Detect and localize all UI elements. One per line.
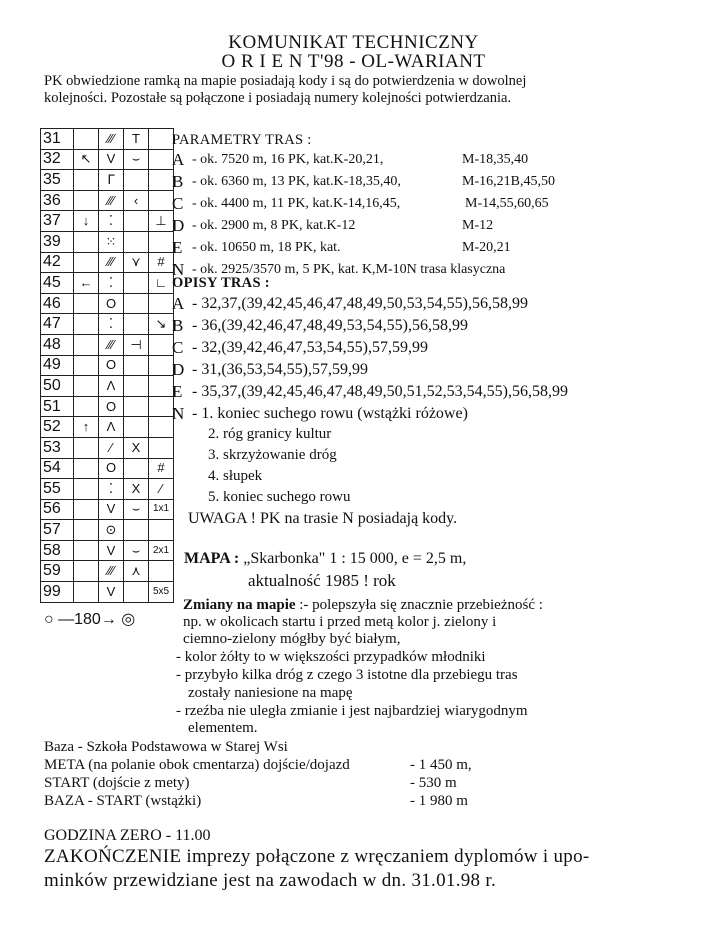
control-number: 32 [41, 149, 74, 170]
control-symbol [74, 190, 99, 211]
control-number: 55 [41, 479, 74, 500]
control-symbol: ⁄⁄⁄ [99, 334, 124, 355]
param-category: M-12 [462, 218, 494, 233]
control-symbol [124, 231, 149, 252]
control-number: 46 [41, 293, 74, 314]
control-description-table [40, 128, 174, 603]
control-number: 35 [41, 170, 74, 191]
zero-hour: GODZINA ZERO - 11.00 [44, 827, 211, 844]
control-symbol: ⁚ [99, 479, 124, 500]
route-n-item: 5. koniec suchego rowu [208, 489, 351, 505]
route-description: - 31,(36,53,54,55),57,59,99 [192, 361, 368, 378]
control-number: 50 [41, 376, 74, 397]
control-symbol [74, 231, 99, 252]
control-symbol [124, 396, 149, 417]
route-n-item: 4. słupek [208, 468, 263, 484]
control-symbol [149, 520, 174, 541]
control-symbol: ⌣ [124, 499, 149, 520]
control-symbol: 5x5 [149, 582, 174, 603]
param-letter: N [172, 260, 185, 279]
distance-value: - 1 450 m, [410, 757, 472, 773]
control-number: 57 [41, 520, 74, 541]
distance-value: - 530 m [410, 775, 457, 791]
control-symbol: ⌣ [124, 149, 149, 170]
control-symbol [124, 293, 149, 314]
control-number: 31 [41, 129, 74, 150]
param-text: - ok. 10650 m, 18 PK, kat. [192, 240, 341, 255]
map-actuality: aktualność 1985 ! rok [248, 571, 396, 590]
control-symbol [124, 355, 149, 376]
control-number: 47 [41, 314, 74, 335]
param-letter: A [172, 150, 185, 169]
control-symbol: ⋎ [124, 252, 149, 273]
control-number: 56 [41, 499, 74, 520]
document-title: KOMUNIKAT TECHNICZNY [228, 32, 479, 53]
table-row [41, 273, 174, 294]
table-row [41, 582, 174, 603]
control-symbol [74, 520, 99, 541]
table-row [41, 129, 174, 150]
table-row [41, 376, 174, 397]
control-symbol [124, 211, 149, 232]
table-row [41, 252, 174, 273]
param-text: - ok. 7520 m, 16 PK, kat.K-20,21, [192, 152, 384, 167]
route-letter: C [172, 338, 184, 357]
control-symbol: O [99, 355, 124, 376]
control-symbol: ᒥ [99, 170, 124, 191]
table-row [41, 417, 174, 438]
control-symbol: ⁄⁄⁄ [99, 252, 124, 273]
control-symbol: ⁚ [99, 211, 124, 232]
param-text: - ok. 6360 m, 13 PK, kat.K-18,35,40, [192, 174, 401, 189]
control-symbol [149, 129, 174, 150]
closing-line-1: ZAKOŃCZENIE imprezy połączone z wręczaniem dyplomów i upo- [44, 846, 590, 867]
control-symbol [149, 417, 174, 438]
param-category: M-14,55,60,65 [465, 196, 549, 211]
control-number: 51 [41, 396, 74, 417]
control-symbol [124, 520, 149, 541]
control-number: 42 [41, 252, 74, 273]
control-number: 39 [41, 231, 74, 252]
control-number: 99 [41, 582, 74, 603]
control-symbol [124, 458, 149, 479]
map-label: MAPA : [184, 550, 240, 567]
control-symbol [149, 190, 174, 211]
base-info: Baza - Szkoła Podstawowa w Starej Wsi [44, 739, 288, 755]
control-symbol: ∟ [149, 273, 174, 294]
control-symbol: ↓ [74, 211, 99, 232]
control-symbol: ← [74, 273, 99, 294]
route-n-item: 2. róg granicy kultur [208, 426, 332, 442]
control-number: 59 [41, 561, 74, 582]
control-symbol: T [124, 129, 149, 150]
route-description: - 32,37,(39,42,45,46,47,48,49,50,53,54,55),56,58,99 [192, 295, 528, 312]
table-row [41, 231, 174, 252]
map-changes [183, 597, 543, 614]
control-symbol [124, 417, 149, 438]
control-symbol: ⁄⁄⁄ [99, 129, 124, 150]
route-n-warning: UWAGA ! PK na trasie N posiadają kody. [188, 510, 458, 527]
control-symbol [74, 499, 99, 520]
control-number: 36 [41, 190, 74, 211]
control-symbol [74, 293, 99, 314]
control-symbol: V [99, 540, 124, 561]
route-n-item: 3. skrzyżowanie dróg [208, 447, 337, 463]
control-symbol: Λ [99, 376, 124, 397]
param-letter: B [172, 172, 184, 191]
control-symbol [74, 582, 99, 603]
route-letter: N [172, 404, 185, 423]
control-number: 45 [41, 273, 74, 294]
table-row [41, 520, 174, 541]
param-letter: C [172, 194, 184, 213]
control-symbol: Λ [99, 417, 124, 438]
map-changes-text: :- polepszyła się znacznie przebieżność : [299, 597, 543, 613]
control-symbol [74, 458, 99, 479]
control-symbol: # [149, 458, 174, 479]
control-symbol: ⁄⁄⁄ [99, 561, 124, 582]
control-symbol [124, 376, 149, 397]
control-symbol: V [99, 149, 124, 170]
control-symbol [74, 129, 99, 150]
control-symbol: ↑ [74, 417, 99, 438]
param-category: M-18,35,40 [462, 152, 529, 167]
table-row [41, 314, 174, 335]
control-symbol: X [124, 479, 149, 500]
finish-legend: ○ —180→ ◎ [44, 611, 136, 628]
control-symbol [149, 376, 174, 397]
distance-label: START (dojście z mety) [44, 775, 190, 791]
control-symbol [124, 314, 149, 335]
table-row [41, 561, 174, 582]
table-row [41, 437, 174, 458]
map-change-line-7: elementem. [188, 720, 258, 736]
map-text: „Skarbonka" 1 : 15 000, e = 2,5 m, [243, 550, 467, 567]
control-number: 53 [41, 437, 74, 458]
control-symbol: ⁄ [149, 479, 174, 500]
control-number: 58 [41, 540, 74, 561]
control-number: 37 [41, 211, 74, 232]
table-row [41, 396, 174, 417]
control-symbol [124, 170, 149, 191]
map-change-line-5: zostały naniesione na mapę [188, 685, 353, 701]
control-symbol [124, 273, 149, 294]
control-symbol [149, 334, 174, 355]
param-category: M-16,21B,45,50 [462, 174, 555, 189]
map-changes-label: Zmiany na mapie [183, 597, 296, 613]
control-symbol: ⋏ [124, 561, 149, 582]
control-symbol: # [149, 252, 174, 273]
control-symbol: ↘ [149, 314, 174, 335]
control-symbol: V [99, 582, 124, 603]
table-row [41, 170, 174, 191]
param-category: M-20,21 [462, 240, 511, 255]
control-symbol [74, 314, 99, 335]
control-symbol [149, 293, 174, 314]
control-symbol: O [99, 396, 124, 417]
control-symbol: ⁚ [99, 314, 124, 335]
table-row [41, 479, 174, 500]
distance-label: META (na polanie obok cmentarza) dojście/dojazd [44, 757, 350, 773]
control-symbol: ⊙ [99, 520, 124, 541]
table-row [41, 355, 174, 376]
param-text: - ok. 4400 m, 11 PK, kat.K-14,16,45, [192, 196, 401, 211]
control-symbol [74, 479, 99, 500]
control-symbol: ⁄ [99, 437, 124, 458]
table-row [41, 190, 174, 211]
param-letter: D [172, 216, 185, 235]
control-symbol [149, 231, 174, 252]
control-number: 54 [41, 458, 74, 479]
route-letter: E [172, 382, 183, 401]
control-number: 48 [41, 334, 74, 355]
control-symbol [74, 334, 99, 355]
map-change-line-1: np. w okolicach startu i przed metą kolor j. zielony i [183, 614, 497, 630]
params-heading: PARAMETRY TRAS : [172, 132, 312, 148]
control-symbol: O [99, 293, 124, 314]
map-info [184, 550, 466, 568]
control-symbol: V [99, 499, 124, 520]
control-number: 49 [41, 355, 74, 376]
control-symbol [149, 561, 174, 582]
control-symbol: ↖ [74, 149, 99, 170]
control-symbol: ‹ [124, 190, 149, 211]
closing-line-2: minków przewidziane jest na zawodach w dn. 31.01.98 r. [44, 870, 497, 891]
intro-line-2: kolejności. Pozostałe są połączone i posiadają numery kolejności potwierdzania. [44, 90, 512, 106]
route-description: - 36,(39,42,46,47,48,49,53,54,55),56,58,99 [192, 317, 468, 334]
control-symbol [74, 437, 99, 458]
control-symbol [74, 170, 99, 191]
control-symbol [74, 252, 99, 273]
table-row [41, 499, 174, 520]
control-symbol [74, 561, 99, 582]
descriptions-heading: OPISY TRAS : [172, 275, 270, 291]
route-letter: B [172, 316, 184, 335]
table-row [41, 540, 174, 561]
intro-line-1: PK obwiedzione ramką na mapie posiadają kody i są do potwierdzenia w dowolnej [44, 73, 527, 89]
control-number: 52 [41, 417, 74, 438]
param-text: - ok. 2925/3570 m, 5 PK, kat. K,M-10N trasa klasyczna [192, 262, 506, 277]
document-subtitle: O R I E N T'98 - OL-WARIANT [221, 51, 486, 72]
distance-label: BAZA - START (wstążki) [44, 793, 202, 809]
control-symbol: ⌣ [124, 540, 149, 561]
control-symbol [74, 376, 99, 397]
table-row [41, 211, 174, 232]
control-symbol [124, 582, 149, 603]
map-change-line-3: - kolor żółty to w większości przypadków młodniki [176, 649, 486, 665]
control-symbol [149, 170, 174, 191]
control-symbol: ⁄⁄⁄ [99, 190, 124, 211]
param-text: - ok. 2900 m, 8 PK, kat.K-12 [192, 218, 356, 233]
control-symbol: ⊥ [149, 211, 174, 232]
table-row [41, 293, 174, 314]
route-description: - 35,37,(39,42,45,46,47,48,49,50,51,52,53,54,55),56,58,99 [192, 383, 568, 400]
control-symbol [74, 396, 99, 417]
control-symbol: ⁙ [99, 231, 124, 252]
control-symbol [149, 355, 174, 376]
map-change-line-6: - rzeźba nie uległa zmianie i jest najbardziej wiarygodnym [176, 703, 528, 719]
control-symbol [74, 355, 99, 376]
control-symbol [149, 149, 174, 170]
table-row [41, 149, 174, 170]
map-change-line-2: ciemno-zielony mógłby być białym, [183, 631, 401, 647]
control-symbol: 1x1 [149, 499, 174, 520]
control-symbol: 2x1 [149, 540, 174, 561]
route-letter: A [172, 294, 185, 313]
route-description: - 1. koniec suchego rowu (wstążki różowe) [192, 405, 468, 422]
control-symbol [149, 437, 174, 458]
control-symbol: O [99, 458, 124, 479]
map-change-line-4: - przybyło kilka dróg z czego 3 istotne dla przebiegu tras [176, 667, 518, 683]
route-description: - 32,(39,42,46,47,53,54,55),57,59,99 [192, 339, 428, 356]
control-symbol [74, 540, 99, 561]
control-symbol [149, 396, 174, 417]
table-row [41, 458, 174, 479]
control-symbol: X [124, 437, 149, 458]
route-letter: D [172, 360, 185, 379]
distance-value: - 1 980 m [410, 793, 468, 809]
param-letter: E [172, 238, 183, 257]
control-symbol: ⁚ [99, 273, 124, 294]
table-row [41, 334, 174, 355]
control-symbol: ⊣ [124, 334, 149, 355]
